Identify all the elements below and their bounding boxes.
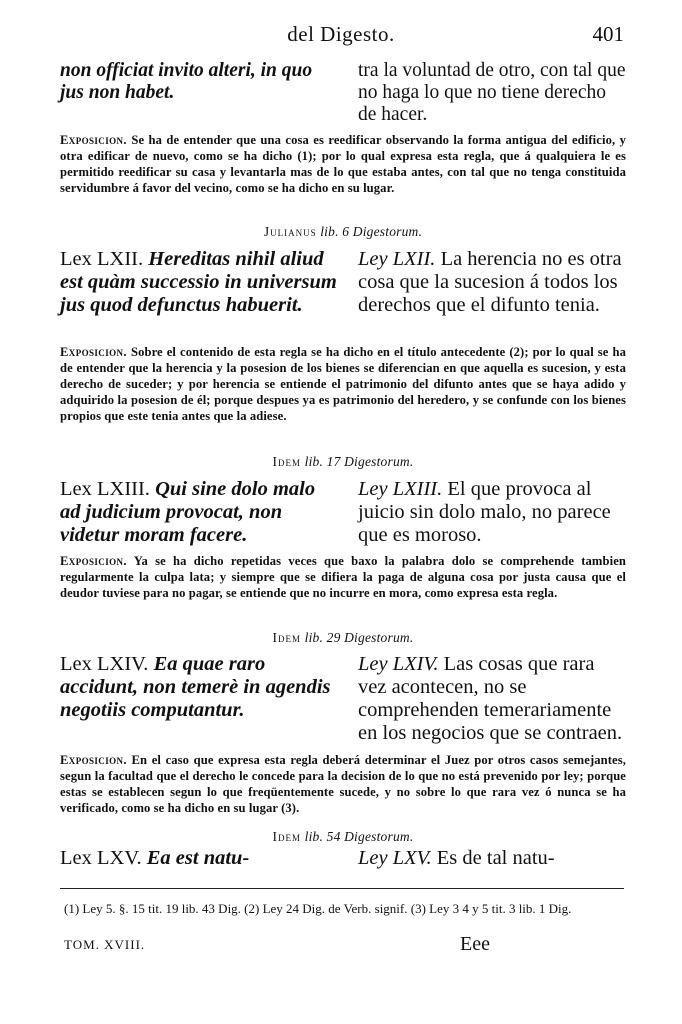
rule-64-ley-label: Ley LXIV. — [358, 653, 439, 675]
rule-65-lex-label: Lex LXV. — [60, 847, 142, 869]
page-number: 401 — [592, 22, 624, 46]
rule-62-latin-text: Hereditas nihil aliud est quàm successio in universum jus quod defunctus habuerit. — [60, 248, 337, 316]
footnotes: (1) Ley 5. §. 15 tit. 19 lib. 43 Dig. (2) Ley 24 Dig. de Verb. signif. (3) Ley 3 4 y 5 tit. 3 lib. 1 Dig. — [64, 901, 572, 916]
signature-mark: Eee — [460, 933, 490, 955]
exposition-label: Exposicion. — [60, 345, 127, 359]
rule-62-ley-label: Ley LXII. — [358, 248, 436, 270]
source-ref: lib. 54 Digestorum. — [304, 829, 414, 844]
rule-63-ley-label: Ley LXIII. — [358, 478, 443, 500]
footnote-divider — [60, 888, 624, 889]
carryover-latin: non officiat invito alteri, in quo jus non habet. — [60, 60, 313, 103]
rule-65-spanish-text: Es de tal natu- — [436, 847, 555, 869]
source-ref: lib. 29 Digestorum. — [304, 630, 414, 645]
rule-62-latin — [60, 248, 338, 317]
rule-63-lex-label: Lex LXIII. — [60, 478, 150, 500]
source-citation — [60, 829, 626, 845]
source-ref: lib. 17 Digestorum. — [304, 454, 414, 469]
rule-63-latin — [60, 478, 338, 547]
rule-64-spanish-text: Las cosas que rara vez acontecen, no se comprehenden temerariamente en los negocios que se contraen. — [358, 653, 623, 744]
rule-63-latin-text: Qui sine dolo malo ad judicium provocat, non videtur moram facere. — [60, 478, 316, 546]
exposition-text: Ya se ha dicho repetidas veces que baxo la palabra dolo se comprehende tambien regularmente la culpa lata; y siempre que se difiera la paga de alguna cosa por justa causa que el deudor tuviese para no pagar, se entiende que no incurre en mora, como expresa esta regla. — [60, 554, 626, 600]
source-author: Idem — [272, 630, 302, 645]
source-author: Idem — [272, 454, 302, 469]
carryover-spanish: tra la voluntad de otro, con tal que no haga lo que no tiene derecho de hacer. — [358, 60, 626, 125]
volume-label: TOM. XVIII. — [64, 937, 146, 952]
rule-62 — [60, 248, 626, 317]
exposition-4 — [60, 752, 626, 816]
exposition-label: Exposicion. — [60, 554, 127, 568]
exposition-label: Exposicion. — [60, 753, 127, 767]
running-header — [60, 22, 622, 48]
rule-64 — [60, 653, 626, 745]
source-author: Idem — [272, 829, 302, 844]
source-citation — [60, 630, 626, 646]
exposition-2 — [60, 344, 626, 424]
rule-65-spanish — [358, 847, 626, 870]
rule-64-spanish — [358, 653, 626, 745]
rule-64-latin — [60, 653, 338, 745]
rule-64-latin-text: Ea quae raro accidunt, non temerè in agendis negotiis computantur. — [60, 653, 331, 721]
exposition-text: En el caso que expresa esta regla deberá determinar el Juez por otros casos semejantes, segun la facultad que el derecho le concede para la decision de lo que no está prevenido por ley; porque estas se establecen segun lo que freqüentemente sucede, y no sobre lo que rara vez ó nunca se ha verificado, como se ha dicho en su lugar (3). — [60, 753, 626, 815]
exposition-3 — [60, 553, 626, 601]
source-ref: lib. 6 Digestorum. — [320, 224, 423, 239]
rule-65 — [60, 847, 626, 870]
rule-62-lex-label: Lex LXII. — [60, 248, 144, 270]
rule-62-spanish-text: La herencia no es otra cosa que la sucesion á todos los derechos que el difunto tenia. — [358, 248, 622, 316]
source-citation — [60, 224, 626, 240]
rule-64-lex-label: Lex LXIV. — [60, 653, 149, 675]
rule-63 — [60, 478, 626, 547]
exposition-text: Se ha de entender que una cosa es reedificar observando la forma antigua del edificio, y otra edificar de nuevo, como se ha dicho (1); por lo qual expresa esta regla, que á qualquiera le es permitido reedificar su casa y levantarla mas de lo que estaba antes, con tal que no tenga constituida servidumbre á favor del vecino, como se ha dicho en su lugar. — [60, 133, 626, 195]
running-title: del Digesto. — [287, 22, 395, 46]
page-footer — [64, 933, 624, 959]
source-author: Julianus — [263, 224, 317, 239]
rule-63-spanish — [358, 478, 626, 547]
rule-63-spanish-text: El que provoca al juicio sin dolo malo, no parece que es moroso. — [358, 478, 611, 546]
rule-65-latin — [60, 847, 338, 870]
exposition-label: Exposicion. — [60, 133, 127, 147]
rule-65-ley-label: Ley LXV. — [358, 847, 432, 869]
source-citation — [60, 454, 626, 470]
exposition-text: Sobre el contenido de esta regla se ha dicho en el título antecedente (2); por lo qual se ha de entender que la herencia y la posesion de los bienes se diferencian en que aquella es sucesion, y esta derecho de suceder; y por herencia se entiende el patrimonio del difunto antes que se haya adido y adquirido la posesion de él; porque despues ya es patrimonio del heredero, y se confunde con los bienes propios que este tenia antes que la adiese. — [60, 345, 627, 423]
rule-62-spanish — [358, 248, 626, 317]
rule-65-latin-text: Ea est natu- — [146, 847, 250, 869]
carryover-row — [60, 60, 626, 126]
exposition-1 — [60, 132, 626, 196]
